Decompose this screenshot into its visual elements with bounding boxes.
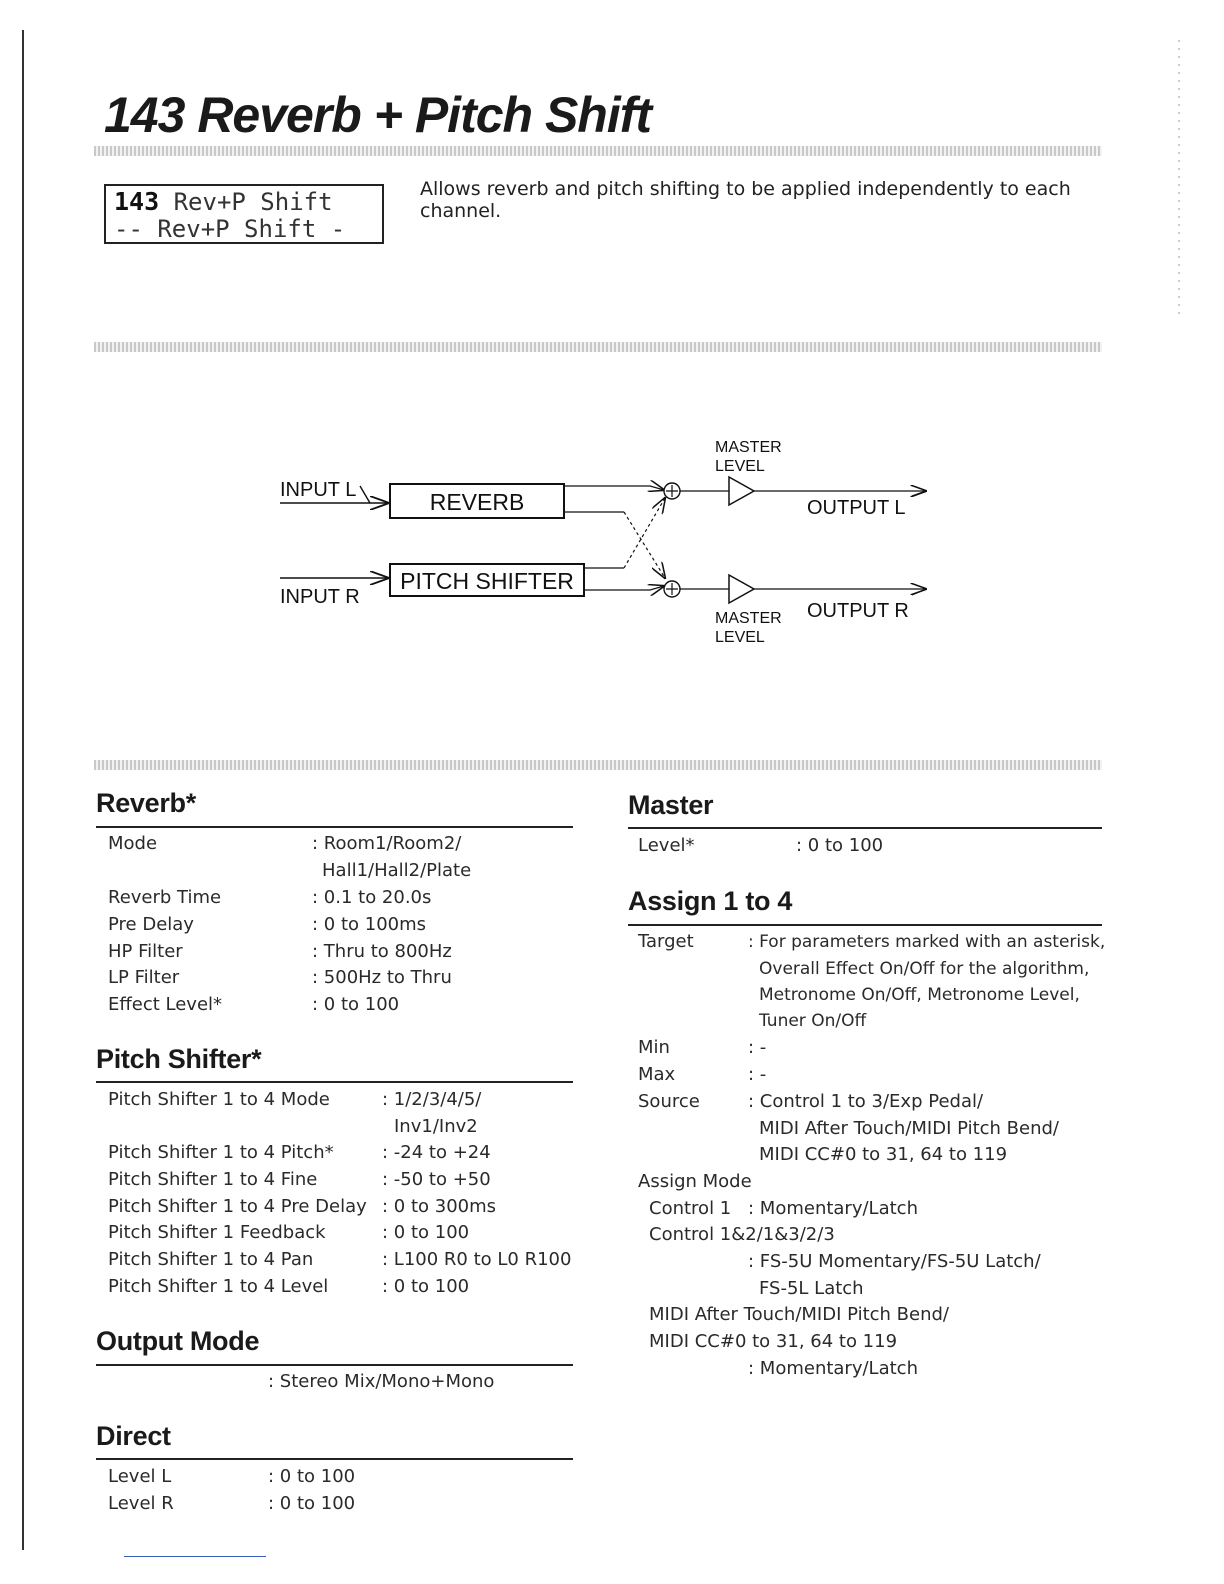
param-value: : Thru to 800Hz xyxy=(312,941,452,962)
param-name: Level R xyxy=(108,1493,174,1514)
assign-target-label: Target xyxy=(638,931,694,952)
param-value: : 500Hz to Thru xyxy=(312,967,452,988)
page-edge-dots xyxy=(1178,40,1180,320)
master-section-title: Master xyxy=(628,790,714,820)
algorithm-description: Allows reverb and pitch shifting to be applied independently to each channel. xyxy=(420,178,1071,222)
reverb-section-title: Reverb* xyxy=(96,788,196,818)
output-r-tick xyxy=(912,589,926,595)
binding-edge xyxy=(22,30,24,1550)
param-value: : -24 to +24 xyxy=(382,1142,491,1163)
assign-midi-value: : Momentary/Latch xyxy=(748,1358,918,1379)
param-value: : 0 to 100 xyxy=(382,1222,470,1243)
param-value: : 1/2/3/4/5/ xyxy=(382,1089,482,1110)
pitch-to-mix-r xyxy=(584,586,664,590)
assign-target-line: Tuner On/Off xyxy=(759,1011,867,1031)
param-name: Mode xyxy=(108,833,158,854)
param-value: : 0 to 100 xyxy=(268,1466,356,1487)
lcd-line-1: Rev+P Shift xyxy=(159,188,333,216)
assign-section-rule xyxy=(628,924,1102,926)
param-value: : 0 to 100ms xyxy=(312,914,427,935)
param-value: : 0 to 300ms xyxy=(382,1196,497,1217)
param-name: Level L xyxy=(108,1466,172,1487)
reverb-section-rule xyxy=(96,826,573,828)
assign-control-multi-value: : FS-5U Momentary/FS-5U Latch/ xyxy=(748,1251,1041,1272)
assign-source-line: MIDI CC#0 to 31, 64 to 119 xyxy=(759,1144,1008,1165)
amp-r-icon xyxy=(729,575,754,603)
input-r-label: INPUT R xyxy=(280,586,360,608)
param-name: Level* xyxy=(638,835,695,856)
param-value: : 0 to 100 xyxy=(312,994,400,1015)
param-name: LP Filter xyxy=(108,967,180,988)
assign-section-title: Assign 1 to 4 xyxy=(628,886,793,916)
assign-control1-label: Control 1 xyxy=(649,1198,732,1219)
assign-mode-label: Assign Mode xyxy=(638,1171,752,1192)
param-value: : 0 to 100 xyxy=(382,1276,470,1297)
assign-control1-value: : Momentary/Latch xyxy=(748,1198,918,1219)
param-value: : L100 R0 to L0 R100 xyxy=(382,1249,572,1270)
param-name: Pitch Shifter 1 to 4 Fine xyxy=(108,1169,318,1190)
param-name: Pitch Shifter 1 to 4 Pan xyxy=(108,1249,314,1270)
assign-control-multi-value: FS-5L Latch xyxy=(759,1278,864,1299)
param-name: Pitch Shifter 1 to 4 Mode xyxy=(108,1089,330,1110)
output-l-label: OUTPUT L xyxy=(807,497,906,519)
reverb-label: REVERB xyxy=(429,489,525,515)
master-level-top-line1: MASTER xyxy=(715,439,782,456)
master-level-bottom-line2: LEVEL xyxy=(715,629,765,646)
assign-min-label: Min xyxy=(638,1037,670,1058)
assign-target-line: : For parameters marked with an asterisk, xyxy=(748,932,1106,952)
param-value-cont: Inv1/Inv2 xyxy=(394,1116,478,1137)
assign-min-value: : - xyxy=(748,1037,767,1058)
output-l-tick xyxy=(912,491,926,496)
param-name: Effect Level* xyxy=(108,994,223,1015)
amp-l-icon xyxy=(729,477,754,505)
assign-target-line: Overall Effect On/Off for the algorithm, xyxy=(759,959,1090,979)
param-name: Pitch Shifter 1 to 4 Pitch* xyxy=(108,1142,334,1163)
params-top-divider xyxy=(94,760,1102,770)
assign-max-value: : - xyxy=(748,1064,767,1085)
output-r-label: OUTPUT R xyxy=(807,600,909,622)
assign-source-label: Source xyxy=(638,1091,700,1112)
reverb-to-mix-l xyxy=(564,486,664,490)
direct-section-rule xyxy=(96,1458,573,1460)
assign-target-line: Metronome On/Off, Metronome Level, xyxy=(759,985,1080,1005)
param-name: Pitch Shifter 1 to 4 Pre Delay xyxy=(108,1196,367,1217)
master-level-top-line2: LEVEL xyxy=(715,458,765,475)
lcd-line-2: -- Rev+P Shift - xyxy=(114,215,346,243)
direct-section-title: Direct xyxy=(96,1421,171,1451)
assign-max-label: Max xyxy=(638,1064,676,1085)
pitch-shifter-section-title: Pitch Shifter* xyxy=(96,1044,262,1074)
param-value: : -50 to +50 xyxy=(382,1169,491,1190)
output-mode-section-title: Output Mode xyxy=(96,1326,260,1356)
param-name: Pre Delay xyxy=(108,914,194,935)
param-name: Reverb Time xyxy=(108,887,222,908)
param-name: HP Filter xyxy=(108,941,183,962)
reverb-cross-dashed xyxy=(624,512,665,578)
param-value: : 0.1 to 20.0s xyxy=(312,887,432,908)
master-level-bottom-line1: MASTER xyxy=(715,610,782,627)
pitch-shifter-label: PITCH SHIFTER xyxy=(400,568,574,594)
assign-source-line: : Control 1 to 3/Exp Pedal/ xyxy=(748,1091,984,1112)
pitch-cross-dashed xyxy=(624,498,665,568)
assign-midi-line: MIDI CC#0 to 31, 64 to 119 xyxy=(649,1331,898,1352)
master-section-rule xyxy=(628,827,1102,829)
assign-control-multi-label: Control 1&2/1&3/2/3 xyxy=(649,1224,835,1245)
lcd-display xyxy=(104,184,384,244)
footer-rule xyxy=(124,1556,266,1557)
page-title: 143 Reverb + Pitch Shift xyxy=(104,87,652,143)
param-value: : Room1/Room2/ xyxy=(312,833,462,854)
signal-flow-diagram xyxy=(260,430,960,660)
pitch-shifter-section-rule xyxy=(96,1081,573,1083)
diagram-top-divider xyxy=(94,342,1102,352)
output-mode-section-rule xyxy=(96,1364,573,1366)
assign-midi-line: MIDI After Touch/MIDI Pitch Bend/ xyxy=(649,1304,949,1325)
title-divider xyxy=(94,146,1102,156)
input-l-arrow xyxy=(360,486,388,503)
input-l-label: INPUT L xyxy=(280,479,357,501)
param-name: Pitch Shifter 1 to 4 Level xyxy=(108,1276,329,1297)
assign-source-line: MIDI After Touch/MIDI Pitch Bend/ xyxy=(759,1118,1059,1139)
param-value: : 0 to 100 xyxy=(268,1493,356,1514)
lcd-patch-number: 143 xyxy=(114,187,160,216)
param-value-cont: Hall1/Hall2/Plate xyxy=(322,860,472,881)
param-name: Pitch Shifter 1 Feedback xyxy=(108,1222,326,1243)
param-value: : 0 to 100 xyxy=(796,835,884,856)
output-mode-value: : Stereo Mix/Mono+Mono xyxy=(268,1371,495,1392)
